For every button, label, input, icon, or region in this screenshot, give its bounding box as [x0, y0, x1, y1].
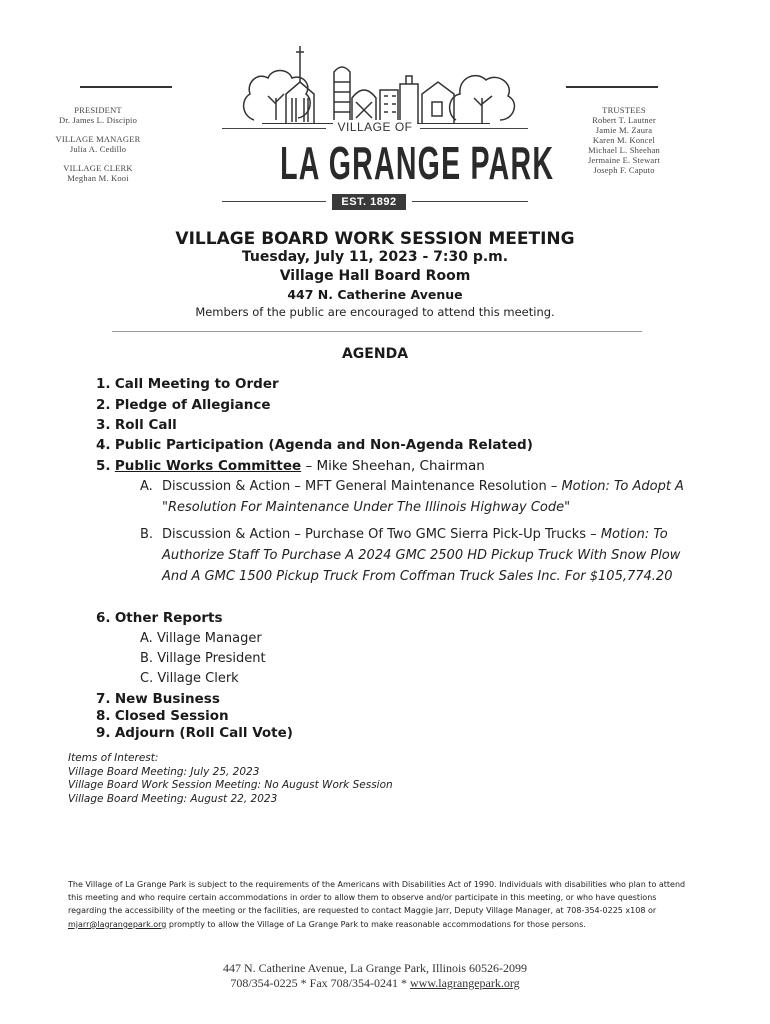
trustee-name: Joseph F. Caputo [593, 165, 655, 175]
agenda-item: 5. Public Works Committee – Mike Sheehan, Chairman [96, 458, 485, 474]
right-officials [572, 105, 676, 175]
ada-contact-email-link[interactable]: mjarr@lagrangepark.org [68, 919, 167, 929]
agenda-subitem-text: Discussion & Action – MFT General Maintenance Resolution – Motion: To Adopt A "Resolution For Maintenance Under The Illinois Highway Code" [162, 479, 684, 515]
agenda-item: 1. Call Meeting to Order [96, 376, 279, 392]
left-header-rule [80, 86, 172, 88]
trustee-name: Jamie M. Zaura [595, 125, 653, 135]
clerk-name: Meghan M. Kooi [67, 173, 129, 183]
village-logo [222, 38, 555, 214]
agenda-heading: AGENDA [341, 346, 409, 362]
agenda-subitem: B. [140, 527, 154, 542]
public-note: Members of the public are encouraged to attend this meeting. [195, 305, 555, 319]
right-header-rule [566, 86, 658, 88]
footer-address: 447 N. Catherine Avenue, La Grange Park, Illinois 60526-2099 [222, 961, 528, 975]
agenda-item: 2. Pledge of Allegiance [96, 397, 271, 413]
report-item: C. Village Clerk [140, 671, 239, 686]
logo-village-name: LA GRANGE PARK [280, 137, 555, 189]
est-left-line [222, 201, 326, 202]
ada-notice: The Village of La Grange Park is subject to the requirements of the Americans with Disabilities Act of 1990. Individuals with disabilities who plan to attend this meeting and who require certain accommodations in order to allow them to observe and/or participate in this meeting, or who have questions regarding the accessibility of the meeting or the facilities, are requested to contact Maggie Jarr, Deputy Village Manager, at 708-354-0225 x108 or mjarr@lagrangepark.org promptly to allow the Village of La Grange Park to make reasonable accommodations for those persons. [68, 880, 686, 929]
trustee-name: Robert T. Lautner [592, 115, 656, 125]
meeting-datetime: Tuesday, July 11, 2023 - 7:30 p.m. [241, 249, 509, 265]
left-officials [28, 105, 168, 192]
logo-village-of: VILLAGE OF [222, 120, 528, 134]
agenda-item: 9. Adjourn (Roll Call Vote) [96, 725, 293, 741]
trustees-role: TRUSTEES [602, 105, 646, 115]
president-name: Dr. James L. Discipio [58, 115, 138, 125]
interest-heading: Items of Interest: [68, 752, 159, 764]
footer-contact: 708/354-0225 * Fax 708/354-0241 * www.lagrangepark.org [230, 976, 520, 990]
interest-line: Village Board Meeting: July 25, 2023 [68, 766, 260, 778]
agenda-item: 8. Closed Session [96, 708, 229, 724]
trustee-name: Karen M. Koncel [592, 135, 656, 145]
agenda-item: 4. Public Participation (Agenda and Non-Agenda Related) [96, 437, 533, 453]
agenda-item: 6. Other Reports [96, 610, 223, 626]
interest-line: Village Board Meeting: August 22, 2023 [68, 793, 278, 805]
agenda-item: 3. Roll Call [96, 417, 177, 433]
report-item: B. Village President [140, 651, 266, 666]
report-item: A. Village Manager [140, 631, 262, 646]
meeting-location: Village Hall Board Room [279, 268, 471, 284]
manager-name: Julia A. Cedillo [69, 144, 127, 154]
agenda-subitem: A. [140, 479, 153, 494]
clerk-role: VILLAGE CLERK [63, 163, 133, 173]
est-right-line [412, 201, 528, 202]
village-skyline-illustration [222, 38, 528, 124]
logo-established-badge: EST. 1892 [332, 194, 406, 210]
manager-role: VILLAGE MANAGER [55, 134, 141, 144]
trustee-name: Jermaine E. Stewart [587, 155, 660, 165]
agenda-subitem-text: Discussion & Action – Purchase Of Two GMC Sierra Pick-Up Trucks – Motion: To Authorize Staff To Purchase A 2024 GMC 2500 HD Pickup Truck With Snow Plow And A GMC 1500 Pickup Truck From Coffman Truck Sales Inc. For $105,774.20 [162, 527, 681, 584]
meeting-title: VILLAGE BOARD WORK SESSION MEETING [175, 229, 575, 249]
public-works-committee-label: Public Works Committee [114, 458, 302, 474]
agenda-item: 7. New Business [96, 691, 220, 707]
title-divider [112, 331, 642, 332]
meeting-address: 447 N. Catherine Avenue [287, 287, 463, 302]
trustee-name: Michael L. Sheehan [588, 145, 660, 155]
interest-line: Village Board Work Session Meeting: No August Work Session [68, 779, 393, 791]
president-role: PRESIDENT [74, 105, 122, 115]
website-link[interactable]: www.lagrangepark.org [410, 976, 520, 990]
